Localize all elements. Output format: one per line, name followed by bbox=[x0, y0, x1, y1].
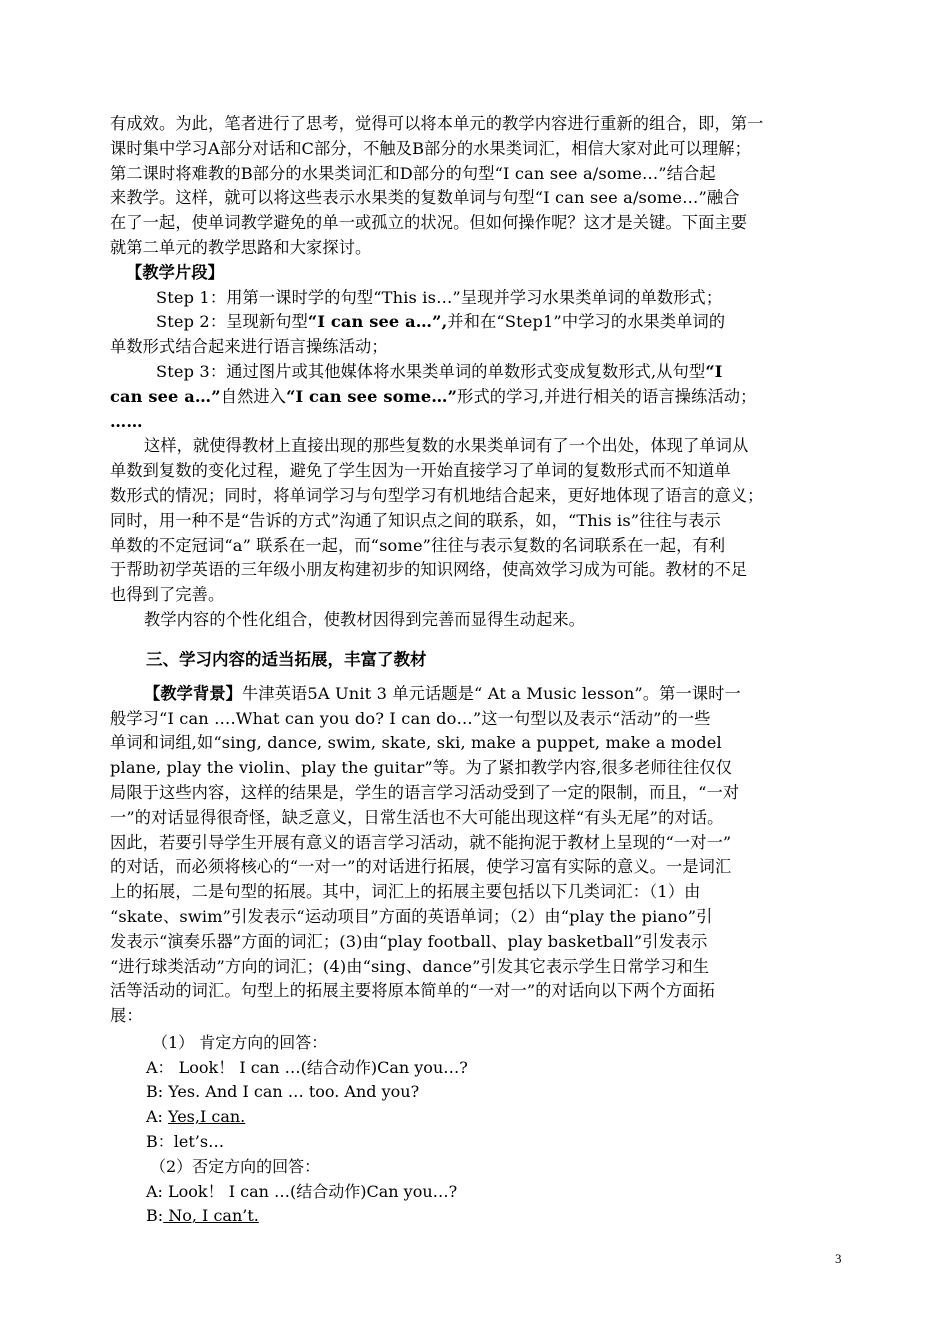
background-line-1: 牛津英语5A Unit 3 单元话题是“ At a Music lesson”。第一课时一 bbox=[242, 683, 741, 703]
intro-paragraph bbox=[110, 112, 845, 261]
dialog-2-b1-answer: No, I can’t. bbox=[163, 1206, 259, 1226]
dialog-1-line-a1: A： Look！ I can …(结合动作)Can you…? bbox=[146, 1057, 468, 1077]
dialog-1-a2-speaker: A: bbox=[146, 1107, 169, 1127]
background-line-10: “skate、swim”引发表示“运动项目”方面的英语单词；（2）由“play the piano”引 bbox=[110, 906, 713, 926]
intro-line-3: 第二课时将难教的B部分的水果类词汇和D部分的句型“I can see a/some…”结合起 bbox=[110, 163, 716, 183]
dialog-negative bbox=[110, 1155, 845, 1229]
summary-sentence: 教学内容的个性化组合，使教材因得到完善而显得生动起来。 bbox=[144, 609, 586, 629]
intro-line-2: 课时集中学习A部分对话和C部分，不触及B部分的水果类词汇，相信大家对此可以理解； bbox=[110, 138, 751, 158]
para2-line-1: 这样，就使得教材上直接出现的那些复数的水果类单词有了一个出处，体现了单词从 bbox=[144, 436, 749, 456]
background-line-7: 因此，若要引导学生开展有意义的语言学习活动，就不能拘泥于教材上呈现的“一对一” bbox=[110, 832, 732, 852]
background-line-3: 单词和词组,如“sing, dance, swim, skate, ski, make a puppet, make a model bbox=[110, 733, 722, 753]
background-line-8: 的对话，而必须将核心的“一对一”的对话进行拓展，使学习富有实际的意义。一是词汇 bbox=[110, 857, 732, 877]
step-1 bbox=[110, 286, 845, 311]
document-body bbox=[110, 112, 845, 1229]
step-2-line-2: 单数形式结合起来进行语言操练活动； bbox=[110, 337, 388, 357]
step-3-pattern-some: “I can see some…” bbox=[286, 386, 458, 406]
dialog-1-line-b2: B：let’s… bbox=[146, 1132, 225, 1152]
step-3-label: Step 3：通过图片或其他媒体将水果类单词的单数形式变成复数形式,从句型 bbox=[156, 361, 706, 381]
step-3-rest: 形式的学习,并进行相关的语言操练活动； bbox=[457, 386, 757, 406]
step-2-rest: 并和在“Step1”中学习的水果类单词的 bbox=[447, 312, 726, 332]
step-2-pattern: “I can see a…”, bbox=[307, 312, 448, 332]
background-line-14: 展： bbox=[110, 1006, 143, 1026]
para2-line-6: 于帮助初学英语的三年级小朋友构建初步的知识网络，使高效学习成为可能。教材的不足 bbox=[110, 560, 748, 580]
page-number: 3 bbox=[835, 1251, 842, 1266]
background-label: 【教学背景】 bbox=[144, 683, 243, 703]
intro-line-4: 来教学。这样，就可以将这些表示水果类的复数单词与句型“I can see a/some…”融合 bbox=[110, 188, 740, 208]
dialog-2-line-b1 bbox=[110, 1204, 845, 1229]
dialog-1-title: （1） 肯定方向的回答： bbox=[152, 1032, 328, 1052]
step-3 bbox=[110, 360, 845, 434]
para2-line-7: 也得到了完善。 bbox=[110, 585, 225, 605]
steps-ellipsis: …… bbox=[110, 411, 143, 431]
intro-line-1: 有成效。为此，笔者进行了思考，觉得可以将本单元的教学内容进行重新的组合，即，第一 bbox=[110, 114, 764, 133]
dialog-1-a2-answer: Yes,I can. bbox=[168, 1107, 246, 1127]
para2-line-3: 数形式的情况；同时，将单词学习与句型学习有机地结合起来，更好地体现了语言的意义； bbox=[110, 485, 764, 505]
background-line-6: 一”的对话显得很奇怪，缺乏意义，日常生活也不大可能出现这样“有头无尾”的对话。 bbox=[110, 807, 724, 827]
background-line-2: 般学习“I can ….What can you do? I can do…”这一句型以及表示“活动”的一些 bbox=[110, 708, 711, 728]
background-line-11: 发表示“演奏乐器”方面的词汇；(3)由“play football、play basketball”引发表示 bbox=[110, 931, 708, 951]
dialog-2-line-a1: A: Look！ I can …(结合动作)Can you…? bbox=[146, 1181, 458, 1201]
dialog-1-line-b1: B: Yes. And I can … too. And you? bbox=[146, 1082, 420, 1102]
explanation-paragraph bbox=[110, 434, 845, 608]
intro-line-6: 就第二单元的教学思路和大家探讨。 bbox=[110, 237, 372, 257]
dialog-1-line-a2 bbox=[110, 1105, 845, 1130]
section-3-title: 三、学习内容的适当拓展，丰富了教材 bbox=[146, 649, 427, 669]
step-3-pattern-start: “I bbox=[705, 361, 723, 381]
step-3-pattern-end: can see a…” bbox=[110, 386, 221, 406]
teaching-segment-heading: 【教学片段】 bbox=[126, 262, 225, 282]
dialog-2-title: （2）否定方向的回答： bbox=[150, 1156, 321, 1176]
para2-line-2: 单数到复数的变化过程，避免了学生因为一开始直接学习了单词的复数形式而不知道单 bbox=[110, 461, 731, 481]
step-2 bbox=[110, 310, 845, 360]
step-1-text: Step 1：用第一课时学的句型“This is…”呈现并学习水果类单词的单数形式； bbox=[156, 287, 723, 307]
background-line-5: 局限于这些内容，这样的结果是，学生的语言学习活动受到了一定的限制，而且，“一对 bbox=[110, 782, 740, 802]
para2-line-4: 同时，用一种不是“告诉的方式”沟通了知识点之间的联系，如，“This is”往往与表示 bbox=[110, 510, 721, 530]
background-line-12: “进行球类活动”方向的词汇；(4)由“sing、dance”引发其它表示学生日常学习和生 bbox=[110, 956, 710, 976]
para2-line-5: 单数的不定冠词“a” 联系在一起，而“some”往往与表示复数的名词联系在一起，有利 bbox=[110, 535, 726, 555]
background-paragraph bbox=[110, 682, 845, 1029]
step-3-mid: 自然进入 bbox=[220, 386, 287, 406]
intro-line-5: 在了一起，使单词教学避免的单一或孤立的状况。但如何操作呢？这才是关键。下面主要 bbox=[110, 213, 748, 233]
background-line-4: plane, play the violin、play the guitar”等。为了紧扣教学内容,很多老师往往仅仅 bbox=[110, 758, 733, 778]
background-line-13: 活等活动的词汇。句型上的拓展主要将原本简单的“一对一”的对话向以下两个方面拓 bbox=[110, 981, 715, 1001]
dialog-affirmative bbox=[110, 1031, 845, 1155]
background-line-9: 上的拓展，二是句型的拓展。其中，词汇上的拓展主要包括以下几类词汇：（1）由 bbox=[110, 882, 701, 902]
step-2-label: Step 2：呈现新句型 bbox=[156, 312, 308, 332]
dialog-2-b1-speaker: B: bbox=[146, 1206, 164, 1226]
